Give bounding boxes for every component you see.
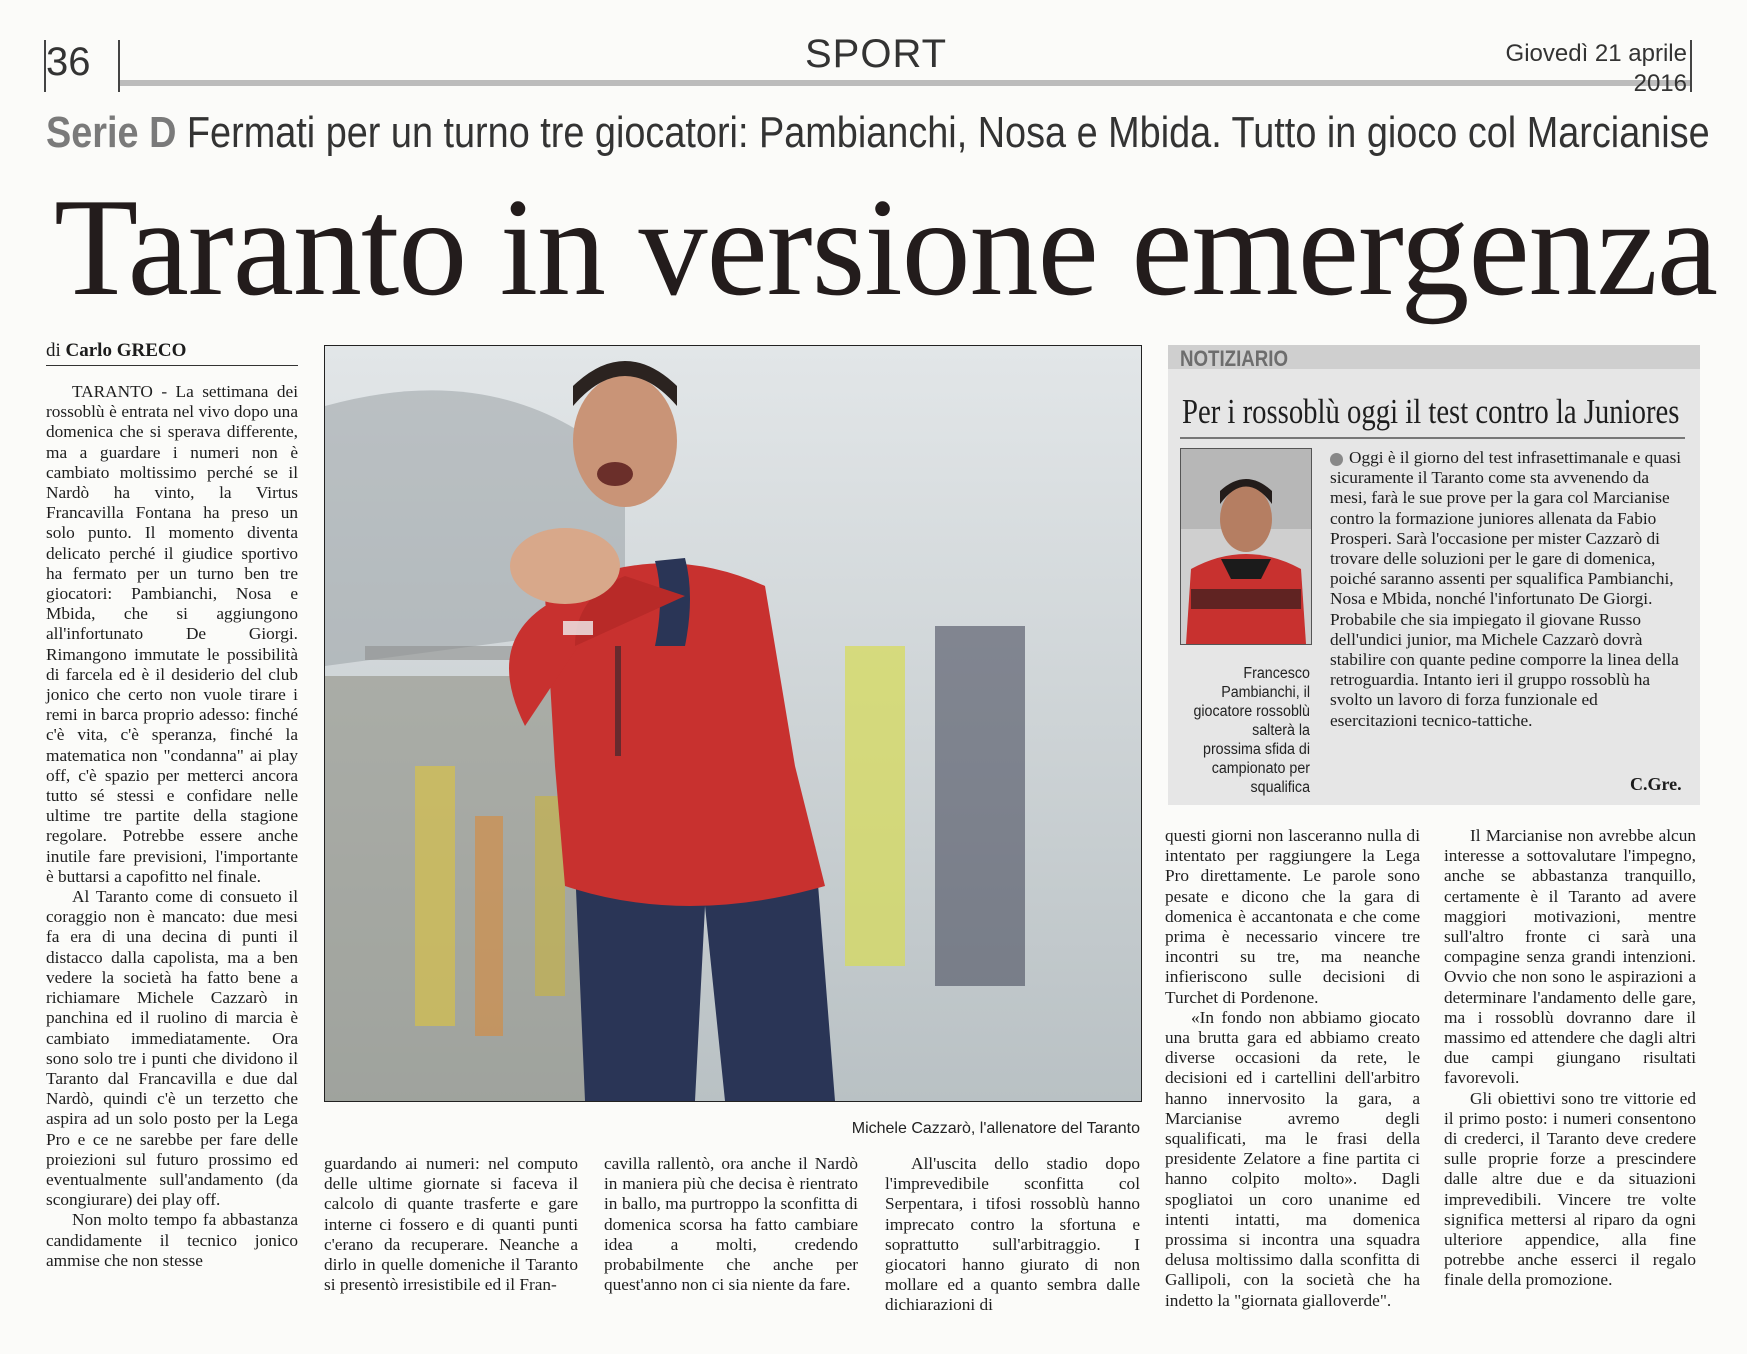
article-paragraph: All'uscita dello stadio dopo l'imprevedibile sconfitta col Serpentara, i tifosi rossoblù hanno imprecato contro la sfortuna e soprattutto sull'arbitraggio. I giocatori hanno giurato di non mollare ed a quanto sembra dalle dichiarazioni di <box>885 1154 1140 1315</box>
sidebar-text <box>1330 448 1685 731</box>
headline: Taranto in versione emergenza <box>54 170 1718 325</box>
byline-author: Carlo GRECO <box>65 340 187 361</box>
article-paragraph: cavilla rallentò, ora anche il Nardò in maniera più che decisa è rientrato in ballo, ma purtroppo la sconfitta di domenica scorsa ha fatto cambiare idea a molti, credendo probabilmente che anche per quest'anno non ci sia niente da fare. <box>604 1154 858 1295</box>
photo-caption: Michele Cazzarò, l'allenatore del Taranto <box>851 1120 1140 1137</box>
article-paragraph: Gli obiettivi sono tre vittorie ed il primo posto: i numeri consentono di crederci, il Taranto deve credere sulle proprie forze a prescindere dalle altre due e da situazioni imprevedibili. Vincere tre volte significa mettersi al riparo da ogni ulteriore appendice, alla fine potrebbe anche esserci il regalo finale della promozione. <box>1444 1088 1696 1290</box>
player-portrait <box>1180 448 1312 645</box>
sidebar-tag: NOTIZIARIO <box>1180 346 1289 371</box>
article-paragraph: guardando ai numeri: nel computo delle ultime giornate si faceva il calcolo di quante trasferte e gare interne ci fossero e di quanti punti c'erano da recuperare. Neanche a dirlo in quelle domeniche il Taranto si presentò irresistibile ed il Fran- <box>324 1154 578 1295</box>
masthead-rule <box>120 80 1690 86</box>
bullet-icon <box>1330 453 1343 466</box>
sidebar-title: Per i rossoblù oggi il test contro la Juniores <box>1182 392 1680 431</box>
article-paragraph: Il Marcianise non avrebbe alcun interesse a sottovalutare l'impegno, anche se abbastanza tranquillo, certamente è il Taranto ad avere maggiori motivazioni, mentre sull'altro fronte ci sarà una compagine senza grandi intenzioni. Ovvio che non sono le aspirazioni a determinare l'andamento delle gare, ma i rossoblù dovranno dare il massimo ed attendere che dagli altri due campi giungano risultati favorevoli. <box>1444 826 1696 1088</box>
section-title: SPORT <box>805 32 948 76</box>
issue-year: 2016 <box>1633 70 1687 97</box>
kicker-text: Fermati per un turno tre giocatori: Pambianchi, Nosa e Mbida. Tutto in gioco col Marcianise <box>186 108 1710 157</box>
article-column-2 <box>324 1154 578 1295</box>
sidebar-signature: C.Gre. <box>1630 774 1682 794</box>
issue-date: Giovedì 21 aprile <box>1505 40 1687 67</box>
article-paragraph: Non molto tempo fa abbastanza candidamente il tecnico jonico ammise che non stesse <box>46 1210 298 1270</box>
article-column-6 <box>1444 826 1696 1291</box>
article-column-4 <box>885 1154 1140 1316</box>
kicker <box>46 108 1710 158</box>
page-number: 36 <box>46 40 91 84</box>
player-photo-illustration <box>1181 449 1311 644</box>
main-photo <box>324 345 1142 1102</box>
sidebar-divider <box>1180 437 1685 439</box>
article-paragraph: «In fondo non abbiamo giocato una brutta gara ed abbiamo creato diverse occasioni da rete, le decisioni ed i cartellini dell'arbitro hanno innervosito la gara, a Marcianise avremo degli squalificati, ma le frasi della presidente Zelatore a fine partita ci hanno colpito molto». Dagli spogliatoi un coro unanime ed intenti intatti, ma domenica prossima si incontra una squadra delusa moltissimo dalla sconfitta di Gallipoli, con la società che ha indetto la "giornata gialloverde". <box>1165 1007 1420 1310</box>
article-paragraph: Al Taranto come di consueto il coraggio non è mancato: due mesi fa era di una decina di punti il distacco dalla capolista, ma a ben vedere la società ha fatto bene a richiamare Michele Cazzarò in panchina ed il ruolino di marcia è cambiato immediatamente. Ora sono solo tre i punti che dividono il Taranto dal Francavilla e due dal Nardò, quindi c'è un terzetto che aspira ad un solo posto per la Lega Pro e ce ne sarebbe per fare delle proiezioni sul futuro prossimo ed eventualmente sull'andamento (da scongiurare) dei play off. <box>46 887 298 1210</box>
date-right-border <box>1690 40 1692 92</box>
article-column-1 <box>46 382 298 1271</box>
byline <box>46 340 298 366</box>
sidebar-body: Oggi è il giorno del test infrasettimanale e quasi sicuramente il Taranto come sta avvenendo da mesi, farà le sue prove per la gara col Marcianise contro la formazione juniores allenata da Fabio Prosperi. Sarà l'occasione per mister Cazzarò di trovare delle soluzioni per le gare di domenica, poiché saranno assenti per squalifica Pambianchi, Nosa e Mbida, nonché l'infortunato De Giorgi. Probabile che sia impiegato il giovane Russo dell'undici junior, ma Michele Cazzarò dovrà stabilire con quante pedine comporre la linea della retroguardia. Intanto ieri il gruppo rossoblù ha svolto un lavoro di forza funzionale ed esercitazioni tecnico-tattiche. <box>1330 448 1682 730</box>
kicker-tag: Serie D <box>46 108 177 157</box>
article-paragraph: TARANTO - La settimana dei rossoblù è entrata nel vivo dopo una domenica che si sperava differente, ma a guardare i numeri non è cambiato moltissimo perché se il Nardò ha vinto, la Virtus Francavilla Fontana ha preso un solo punto. Il momento diventa delicato perché il giudice sportivo ha fermato per un turno ben tre giocatori: Pambianchi, Nosa e Mbida, che si aggiungono all'infortunato De Giorgi. Rimangono immutate le possibilità di farcela ed è il desiderio del club jonico che certo non vuole tirare i remi in barca proprio adesso: finché c'è vita, c'è speranza, finché la matematica non "condanna" ai play off, c'è spazio per metterci ancora tutto sé stessi e confidare nelle ultime tre partite della stagione regolare. Potrebbe essere anche inutile fare previsioni, l'importante è buttarsi a capofitto nel finale. <box>46 382 298 886</box>
coach-photo-illustration <box>325 346 1141 1101</box>
portrait-caption: Francesco Pambianchi, il giocatore rossoblù salterà la prossima sfida di campionato per squalifica <box>1193 665 1310 796</box>
byline-prefix: di <box>46 340 61 361</box>
article-column-3 <box>604 1154 858 1295</box>
article-paragraph: questi giorni non lasceranno nulla di intentato per raggiungere la Lega Pro direttamente. Le parole sono pesate e dicono che la gara di domenica è accantonata e che come prima è necessario vincere tre incontri su tre, ma neanche infieriscono sulle decisioni di Turchet di Pordenone. <box>1165 826 1420 1007</box>
article-column-5 <box>1165 826 1420 1311</box>
